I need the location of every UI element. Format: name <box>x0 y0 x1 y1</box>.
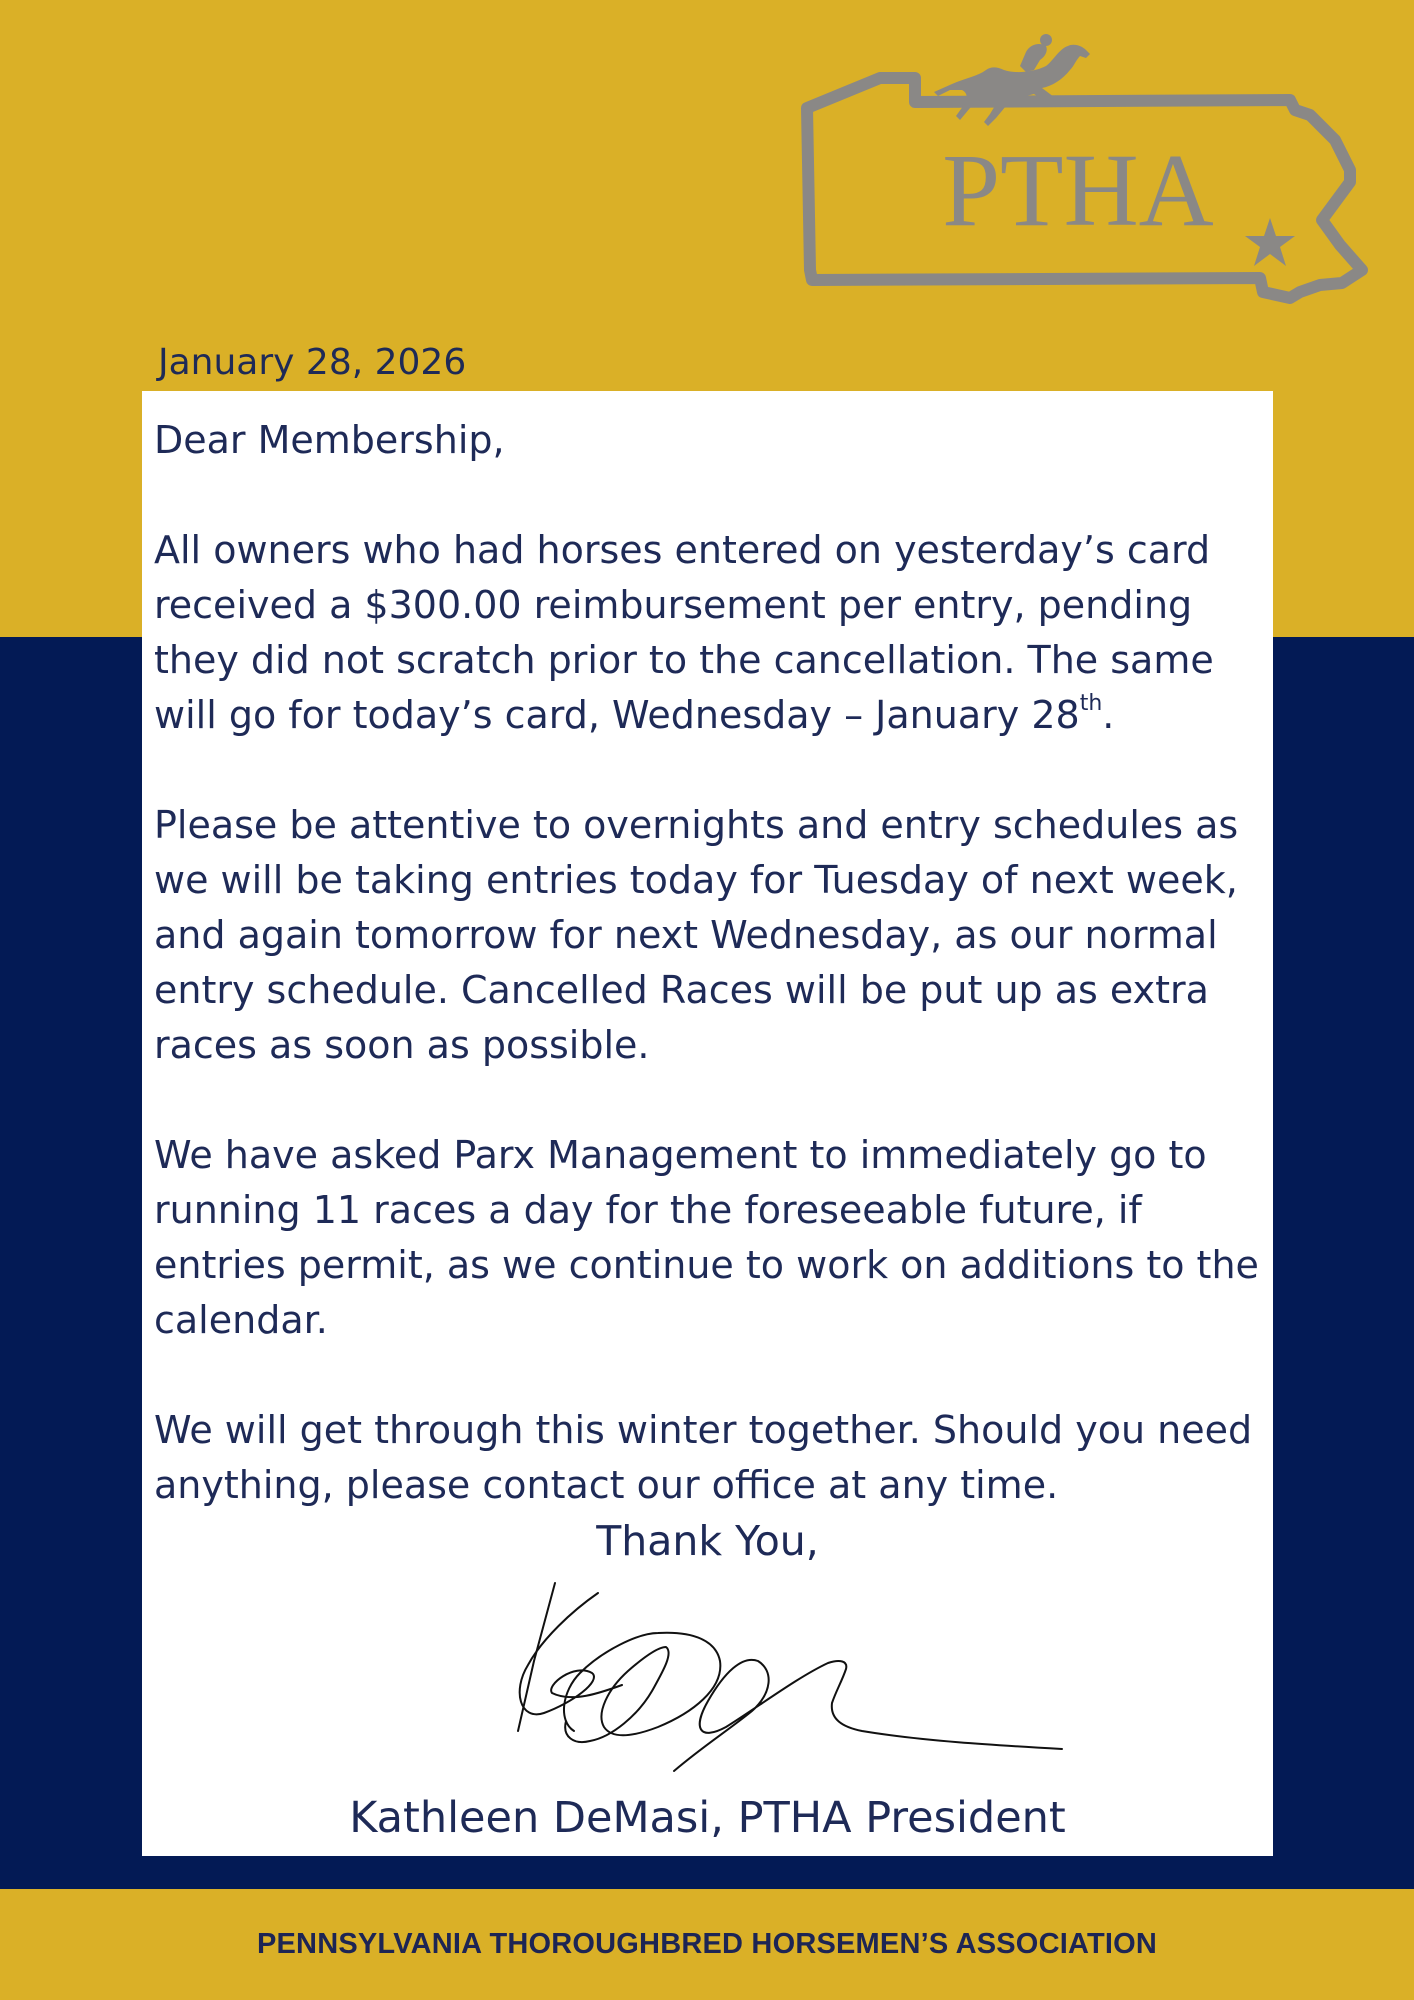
handwritten-signature <box>462 1581 1242 1821</box>
paragraph-entries: Please be attentive to overnights and entry schedules as we will be taking entries today for Tuesday of next week, and again tomorrow for next Wednesday, as our normal entry schedule. Cancelled Races will be put up as extra races as soon as possible. <box>154 803 1239 1067</box>
racehorse-icon <box>934 34 1090 126</box>
paragraph-closing: We will get through this winter together. Should you need anything, please contact our office at any time. <box>154 1408 1253 1507</box>
star-icon <box>1245 218 1295 266</box>
paragraph-reimbursement <box>154 523 1264 743</box>
paragraph-reimbursement-text: All owners who had horses entered on yesterday’s card received a $300.00 reimbursement per entry, pending they did not scratch prior to the cancellation. The same will go for today’s card, Wednesday – January 28 <box>154 528 1214 737</box>
ptha-logo <box>790 30 1370 375</box>
signer-name: Kathleen DeMasi, PTHA President <box>349 1793 1066 1843</box>
logo-text: PTHA <box>942 133 1214 248</box>
paragraph-reimbursement-end: . <box>1102 693 1115 737</box>
letter-card <box>142 391 1273 1856</box>
letter-body <box>154 413 1264 1513</box>
paragraph-management: We have asked Parx Management to immediately go to running 11 races a day for the foreseeable future, if entries permit, as we continue to work on additions to the calendar. <box>154 1133 1259 1342</box>
footer-org-name: PENNSYLVANIA THOROUGHBRED HORSEMEN’S ASSOCIATION <box>256 1928 1158 1960</box>
letter-date: January 28, 2026 <box>158 342 467 383</box>
ordinal-suffix: th <box>1079 691 1103 717</box>
salutation: Dear Membership, <box>154 418 505 462</box>
closing-thank-you: Thank You, <box>596 1517 819 1565</box>
